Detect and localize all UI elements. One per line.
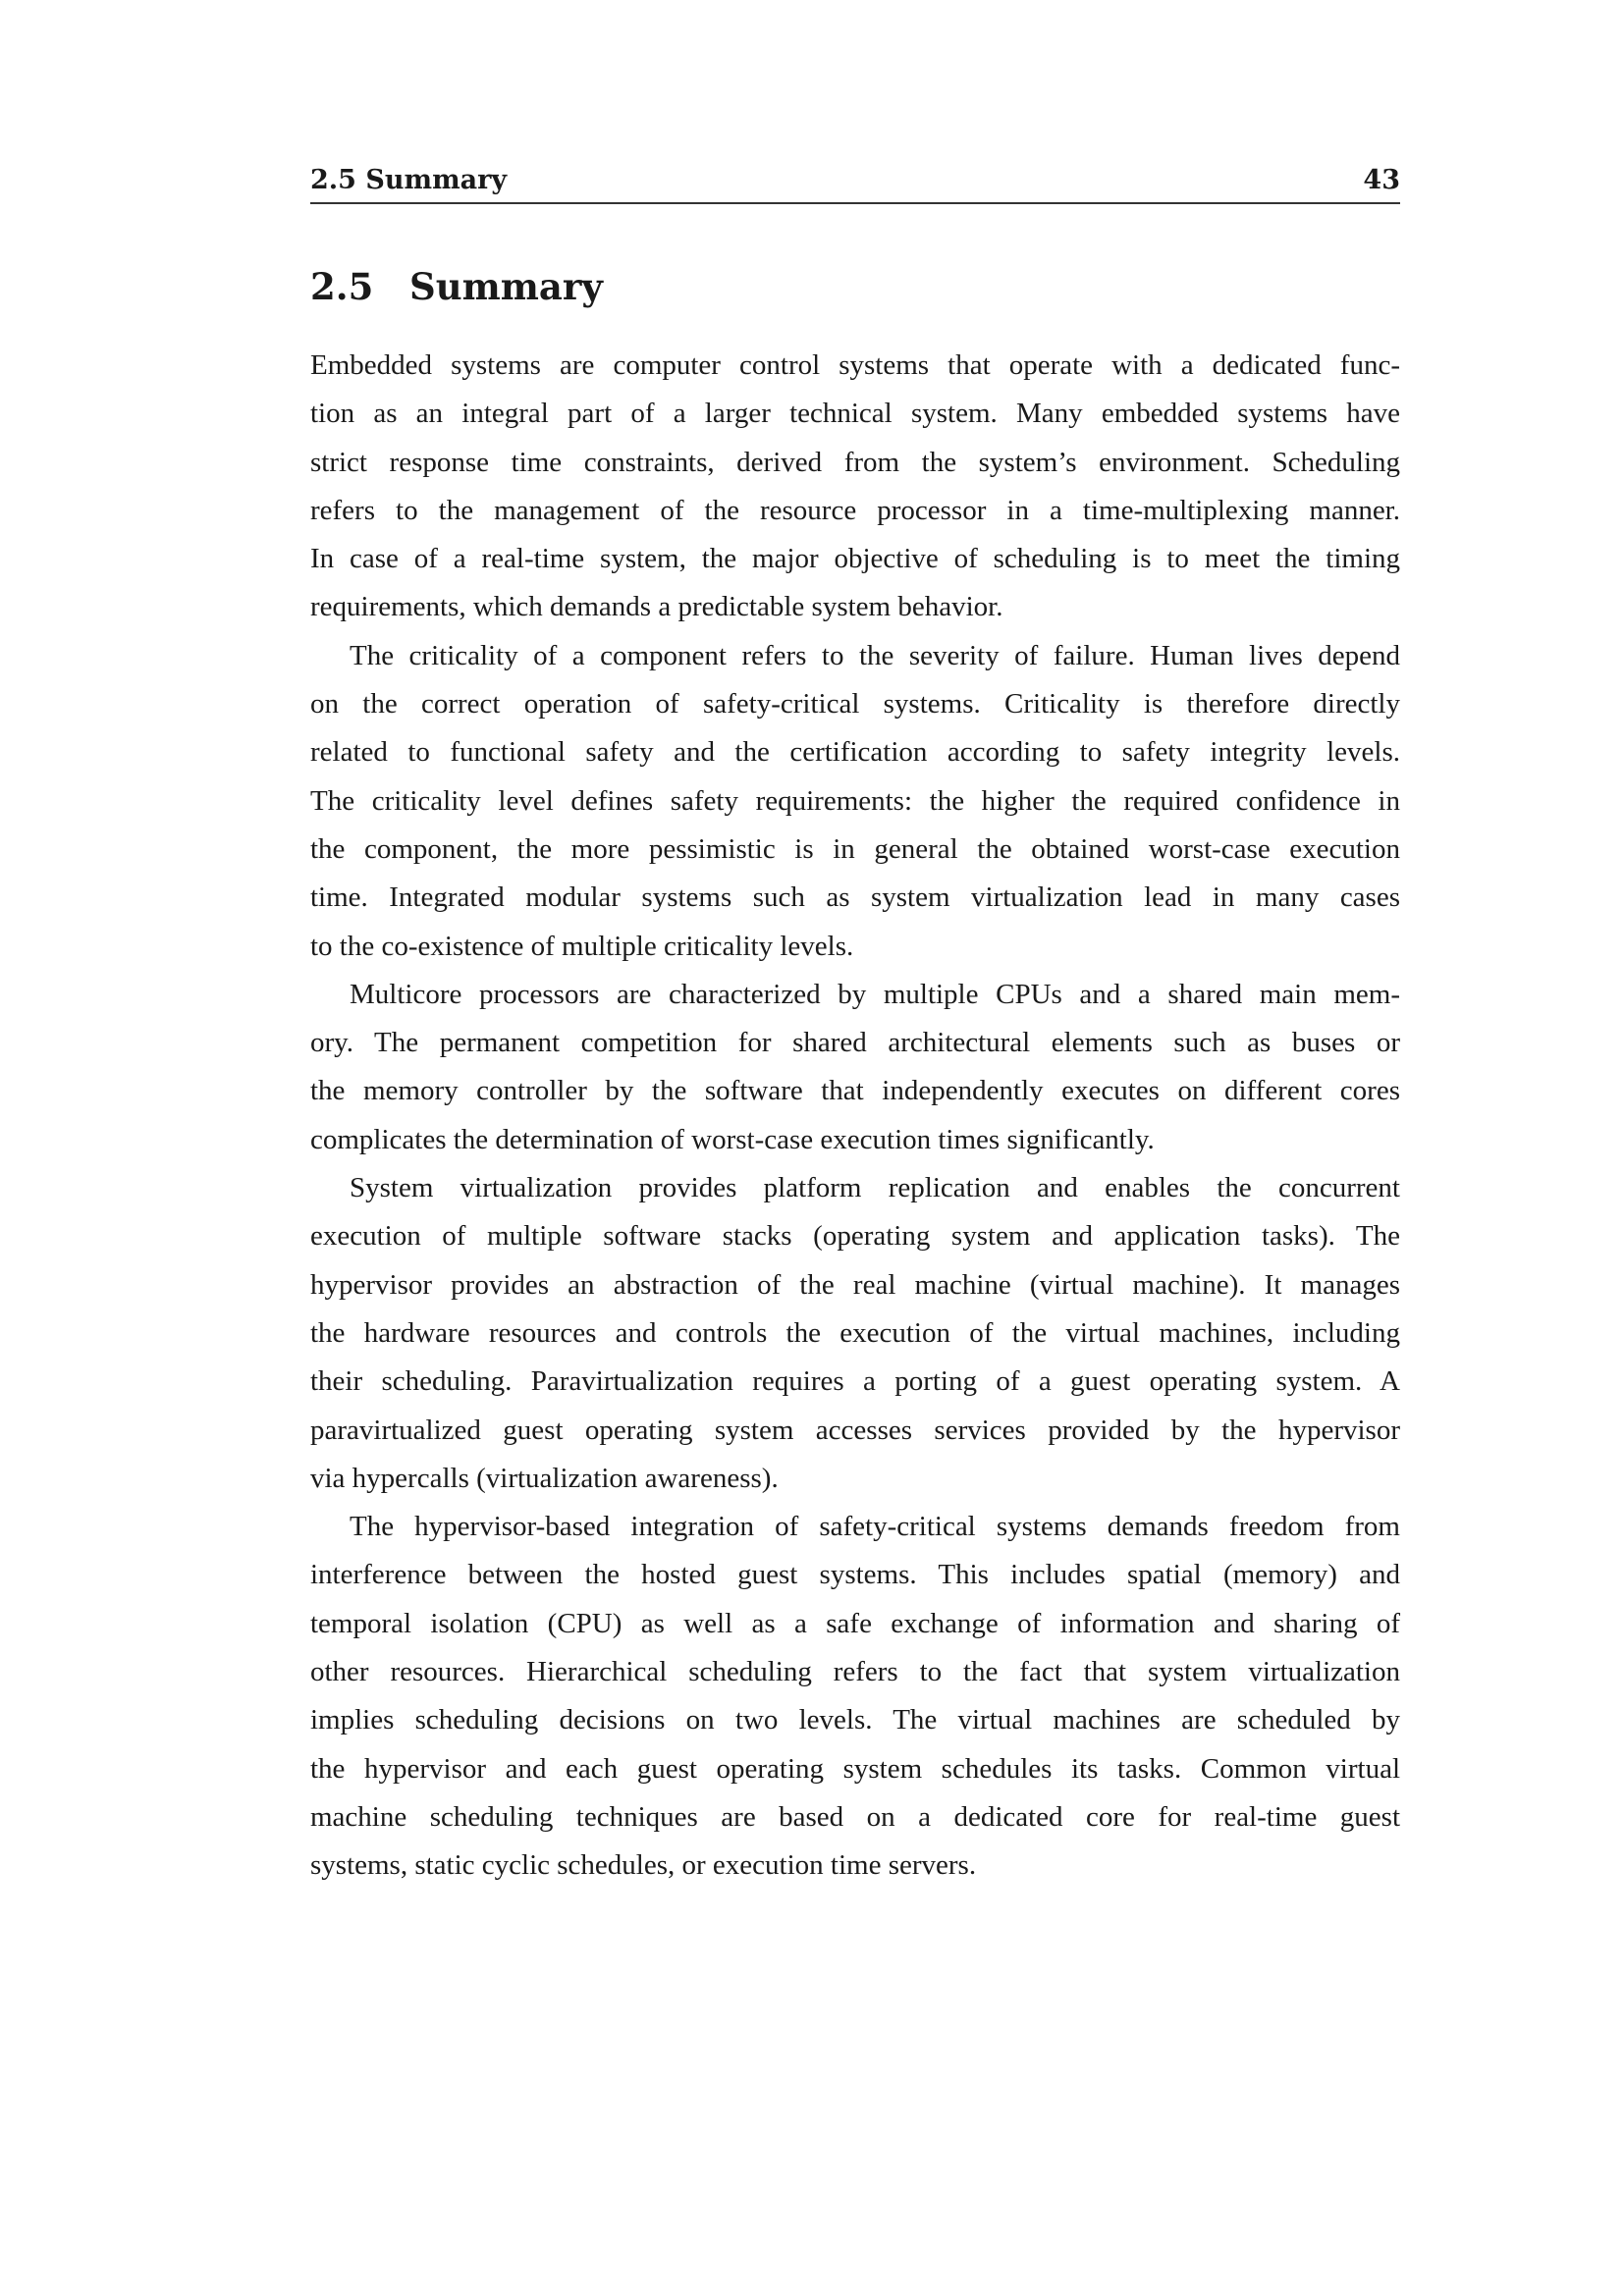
section-heading: [310, 261, 603, 312]
text-line: their scheduling. Paravirtualization requires a porting of a guest operating system. A: [310, 1365, 1400, 1398]
text-line: time. Integrated modular systems such as system virtualization lead in many cases: [310, 881, 1400, 914]
section-title: Summary: [409, 265, 603, 308]
text-line: the memory controller by the software that independently executes on different cores: [310, 1075, 1400, 1107]
text-line: hypervisor provides an abstraction of the real machine (virtual machine). It manages: [310, 1268, 1400, 1301]
text-line: Multicore processors are characterized by multiple CPUs and a shared main mem-: [350, 978, 1400, 1010]
text-line: strict response time constraints, derived from the system’s environment. Scheduling: [310, 446, 1400, 478]
paragraph: [310, 1164, 1400, 1503]
text-line: tion as an integral part of a larger technical system. Many embedded systems have: [310, 398, 1400, 430]
text-line: execution of multiple software stacks (operating system and application tasks). The: [310, 1220, 1400, 1253]
text-line: the component, the more pessimistic is in general the obtained worst-case execution: [310, 832, 1400, 865]
text-line: requirements, which demands a predictable system behavior.: [310, 591, 1003, 623]
text-line: In case of a real-time system, the major objective of scheduling is to meet the timing: [310, 543, 1400, 575]
text-line: the hardware resources and controls the execution of the virtual machines, including: [310, 1316, 1400, 1349]
running-header: [310, 163, 1400, 204]
text-line: other resources. Hierarchical scheduling refers to the fact that system virtualization: [310, 1656, 1400, 1688]
text-line: machine scheduling techniques are based on a dedicated core for real-time guest: [310, 1800, 1400, 1833]
text-line: implies scheduling decisions on two levels. The virtual machines are scheduled by: [310, 1704, 1400, 1736]
text-line: on the correct operation of safety-critical systems. Criticality is therefore directly: [310, 688, 1400, 721]
paragraph: [310, 1503, 1400, 1890]
text-line: The criticality of a component refers to the severity of failure. Human lives depend: [350, 639, 1400, 671]
paragraph: [310, 632, 1400, 971]
paragraph: [310, 342, 1400, 632]
text-line: System virtualization provides platform replication and enables the concurrent: [350, 1172, 1400, 1204]
text-line: ory. The permanent competition for shared architectural elements such as buses or: [310, 1027, 1400, 1059]
page-number: 43: [1363, 165, 1400, 195]
text-line: related to functional safety and the certification according to safety integrity levels.: [310, 736, 1400, 769]
text-line: interference between the hosted guest systems. This includes spatial (memory) and: [310, 1559, 1400, 1591]
text-line: Embedded systems are computer control systems that operate with a dedicated func-: [310, 349, 1400, 381]
paragraph: [310, 971, 1400, 1164]
text-line: temporal isolation (CPU) as well as a safe exchange of information and sharing of: [310, 1607, 1400, 1639]
text-line: via hypercalls (virtualization awareness).: [310, 1462, 779, 1494]
text-line: complicates the determination of worst-case execution times significantly.: [310, 1123, 1155, 1155]
text-line: to the co-existence of multiple criticality levels.: [310, 930, 854, 962]
text-line: paravirtualized guest operating system accesses services provided by the hypervisor: [310, 1414, 1400, 1446]
text-line: The criticality level defines safety requirements: the higher the required confidence in: [310, 784, 1400, 817]
body-text: [310, 342, 1400, 1891]
text-line: refers to the management of the resource processor in a time-multiplexing manner.: [310, 494, 1400, 526]
section-number: 2.5: [310, 265, 374, 308]
running-header-section: 2.5 Summary: [310, 165, 508, 195]
text-line: systems, static cyclic schedules, or execution time servers.: [310, 1849, 977, 1882]
text-line: the hypervisor and each guest operating system schedules its tasks. Common virtual: [310, 1752, 1400, 1785]
text-line: The hypervisor-based integration of safety-critical systems demands freedom from: [350, 1511, 1400, 1543]
